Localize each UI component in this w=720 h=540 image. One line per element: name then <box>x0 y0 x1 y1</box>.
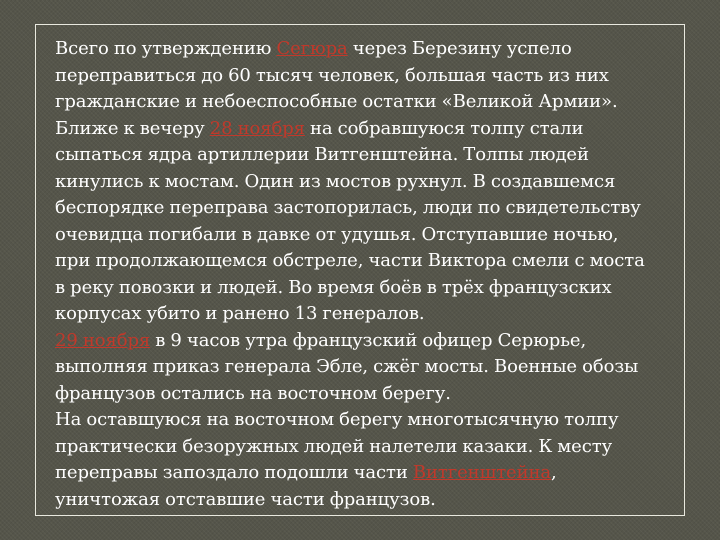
text-run: кинулись к мостам. Один из мостов рухнул. В создавшемся <box>55 170 616 192</box>
text-run: уничтожая отставшие части французов. <box>55 488 436 510</box>
text-run: , <box>551 462 557 483</box>
hyperlink[interactable]: Сегюра <box>276 38 348 59</box>
text-run: переправы запоздало подошли части <box>55 462 413 483</box>
text-run: на собравшуюся толпу стали <box>304 117 584 139</box>
paragraph <box>55 328 685 408</box>
text-run: корпусах убито и ранено 13 генералов. <box>55 303 425 324</box>
text-run: сыпаться ядра артиллерии Витгенштейна. Толпы людей <box>55 144 589 165</box>
hyperlink[interactable]: Витгенштейна <box>412 462 552 483</box>
text-run: через Березину успело <box>347 38 572 59</box>
text-run: при продолжающемся обстреле, части Виктора смели с моста <box>55 250 645 271</box>
text-run: французов остались на восточном берегу. <box>55 382 451 404</box>
hyperlink[interactable]: 29 ноября <box>55 329 151 351</box>
slide-text <box>55 36 685 513</box>
hyperlink[interactable]: 28 ноября <box>209 117 305 139</box>
text-run: На оставшуюся на восточном берегу многотысячную толпу <box>55 409 619 430</box>
paragraph <box>55 36 685 328</box>
text-run: Всего по утверждению <box>55 38 277 59</box>
text-run: беспорядке переправа застопорилась, люди по свидетельству <box>55 197 641 218</box>
text-run: очевидца погибали в давке от удушья. Отступавшие ночью, <box>55 223 619 245</box>
paragraph <box>55 407 685 513</box>
text-run: переправиться до 60 тысяч человек, большая часть из них <box>55 64 609 86</box>
text-run: в реку повозки и людей. Во время боёв в трёх французских <box>55 276 612 298</box>
text-run: гражданские и небоеспособные остатки «Великой Армии». <box>55 91 618 112</box>
text-run: Ближе к вечеру <box>55 117 210 139</box>
text-run: выполняя приказ генерала Эбле, сжёг мосты. Военные обозы <box>55 356 639 377</box>
text-run: практически безоружных людей налетели казаки. К месту <box>55 435 613 457</box>
text-run: в 9 часов утра французский офицер Серюрье, <box>150 329 587 351</box>
